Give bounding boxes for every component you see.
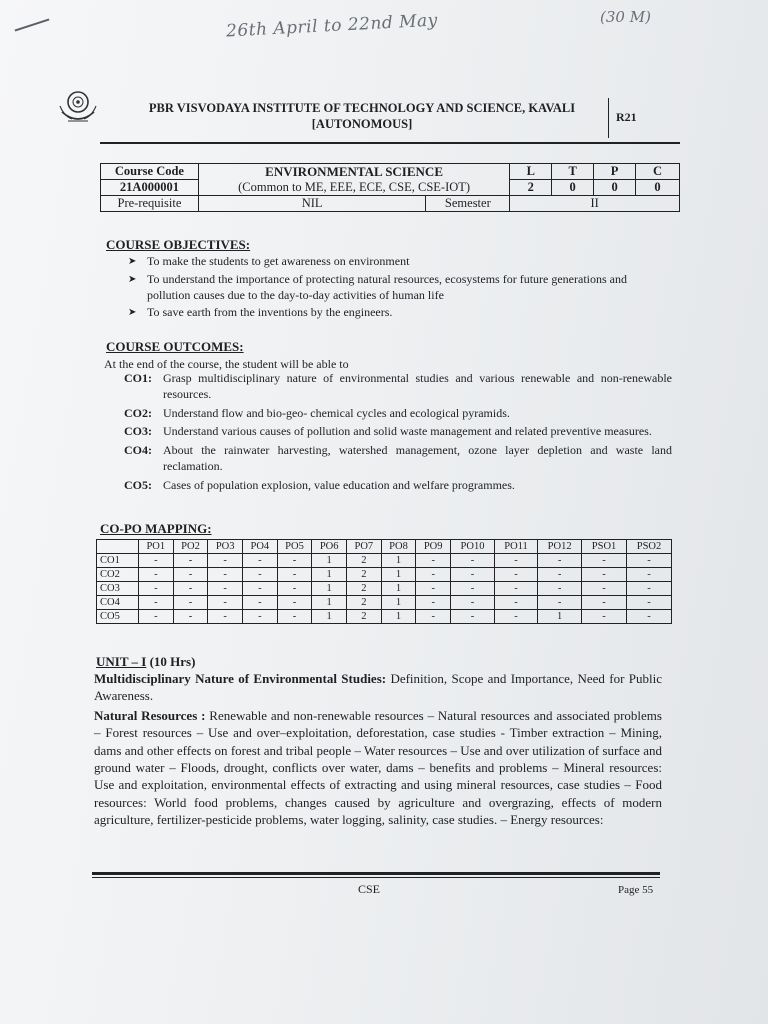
unit-title: UNIT – I: [96, 654, 147, 669]
row-label: CO3: [97, 582, 139, 596]
unit-hours: (10 Hrs): [146, 654, 196, 669]
table-cell: -: [277, 554, 312, 568]
table-cell: -: [582, 596, 627, 610]
table-cell: -: [208, 596, 243, 610]
table-cell: -: [494, 610, 537, 624]
ltpc-value-t: 0: [552, 180, 594, 196]
table-cell: -: [627, 568, 672, 582]
table-cell: -: [138, 554, 173, 568]
ltpc-value-l: 2: [510, 180, 552, 196]
unit-paragraph: [94, 670, 662, 705]
table-cell: -: [138, 596, 173, 610]
arrow-bullet-icon: ➤: [128, 306, 137, 318]
prerequisite-label: Pre-requisite: [101, 196, 199, 212]
column-header: PO12: [538, 540, 582, 554]
institute-status: [AUTONOMOUS]: [311, 117, 413, 131]
table-cell: -: [538, 596, 582, 610]
list-item: ➤ To understand the importance of protecting natural resources, ecosystems for future generations and pollution causes due to the day-to-day activities of human life: [128, 271, 627, 302]
outcomes-list: [124, 371, 672, 497]
table-cell: -: [243, 610, 278, 624]
ltpc-value-p: 0: [594, 180, 636, 196]
arrow-bullet-icon: ➤: [128, 256, 137, 267]
topic-heading: Multidisciplinary Nature of Environmental Studies:: [94, 671, 387, 686]
table-cell: -: [173, 554, 208, 568]
row-label: CO2: [97, 568, 139, 582]
table-cell: -: [208, 554, 243, 568]
column-header: PSO1: [582, 540, 627, 554]
table-cell: -: [582, 554, 627, 568]
table-cell: -: [451, 568, 495, 582]
outcomes-heading: COURSE OUTCOMES:: [106, 339, 244, 354]
table-cell: -: [451, 554, 495, 568]
table-row: [97, 554, 672, 568]
table-cell: -: [494, 582, 537, 596]
table-cell: -: [416, 610, 451, 624]
table-cell: 1: [312, 554, 347, 568]
table-cell: -: [416, 554, 451, 568]
table-row: [97, 568, 672, 582]
table-cell: -: [208, 582, 243, 596]
objectives-list: [128, 253, 673, 321]
table-cell: -: [208, 610, 243, 624]
table-cell: -: [173, 582, 208, 596]
course-title: ENVIRONMENTAL SCIENCE: [265, 164, 443, 179]
column-header: PO3: [208, 540, 243, 554]
column-header: PO2: [173, 540, 208, 554]
objectives-heading: COURSE OBJECTIVES:: [106, 237, 251, 252]
table-cell: -: [173, 610, 208, 624]
copo-mapping-table: [96, 539, 672, 624]
table-cell: 1: [312, 596, 347, 610]
table-cell: -: [208, 568, 243, 582]
semester-value: II: [510, 196, 680, 212]
table-cell: 1: [381, 596, 416, 610]
table-cell: 1: [381, 568, 416, 582]
topic-heading: Natural Resources :: [94, 707, 206, 723]
table-header-row: [97, 540, 672, 554]
list-item: CO5: Cases of population explosion, value education and welfare programmes.: [124, 477, 515, 492]
ltpc-header-c: C: [636, 164, 680, 180]
table-cell: 1: [538, 610, 582, 624]
outcomes-intro: At the end of the course, the student will be able to: [104, 357, 349, 371]
column-header: PO6: [312, 540, 347, 554]
column-header: PO9: [416, 540, 451, 554]
ltpc-header-p: P: [594, 164, 636, 180]
table-cell: -: [243, 568, 278, 582]
table-cell: -: [416, 582, 451, 596]
list-item: CO4: About the rainwater harvesting, watershed management, ozone layer depletion and waste land reclamation.: [124, 443, 672, 473]
table-cell: -: [416, 568, 451, 582]
table-cell: 2: [347, 554, 382, 568]
column-header: PO1: [138, 540, 173, 554]
table-cell: -: [582, 568, 627, 582]
table-cell: 1: [381, 582, 416, 596]
list-item: CO1: Grasp multidisciplinary nature of environmental studies and various renewable and non-renewable resources.: [124, 371, 672, 401]
column-header: PO5: [277, 540, 312, 554]
table-cell: -: [138, 568, 173, 582]
institute-title: [124, 100, 600, 132]
table-cell: 2: [347, 568, 382, 582]
course-subtitle: (Common to ME, EEE, ECE, CSE, CSE-IOT): [238, 180, 471, 194]
table-cell: 2: [347, 610, 382, 624]
course-code: 21A000001: [101, 180, 199, 196]
table-cell: 1: [381, 610, 416, 624]
table-row: [97, 610, 672, 624]
institute-logo-icon: [56, 86, 100, 126]
table-cell: -: [627, 554, 672, 568]
table-cell: -: [243, 582, 278, 596]
table-cell: 1: [381, 554, 416, 568]
prerequisite-value: NIL: [198, 196, 425, 212]
list-item: CO2: Understand flow and bio-geo- chemical cycles and ecological pyramids.: [124, 405, 510, 420]
table-cell: -: [173, 596, 208, 610]
table-cell: 1: [312, 568, 347, 582]
arrow-bullet-icon: ➤: [128, 273, 137, 285]
unit-heading: [96, 654, 195, 670]
table-cell: -: [494, 596, 537, 610]
column-header: PSO2: [627, 540, 672, 554]
table-cell: -: [538, 568, 582, 582]
pen-mark: [15, 18, 50, 31]
page-number: Page 55: [618, 884, 654, 896]
regulation-label: R21: [616, 110, 637, 124]
table-cell: -: [538, 554, 582, 568]
course-title-cell: [198, 164, 509, 196]
copo-heading: CO-PO MAPPING:: [100, 521, 212, 536]
table-cell: -: [582, 610, 627, 624]
footer-rule-thin: [92, 877, 660, 878]
regulation-divider: [608, 98, 609, 138]
table-cell: -: [627, 596, 672, 610]
table-cell: 2: [347, 582, 382, 596]
table-cell: -: [277, 582, 312, 596]
table-cell: -: [582, 582, 627, 596]
handwritten-marks: (30 M): [600, 8, 651, 26]
table-cell: -: [538, 582, 582, 596]
table-cell: -: [277, 610, 312, 624]
column-header: PO11: [494, 540, 537, 554]
table-cell: -: [494, 554, 537, 568]
list-item: ➤ To save earth from the inventions by the engineers.: [128, 304, 673, 322]
column-header: PO8: [381, 540, 416, 554]
footer-department: CSE: [358, 882, 381, 896]
semester-label: Semester: [426, 196, 510, 212]
table-cell: -: [243, 554, 278, 568]
handwritten-date-range: 26th April to 22nd May: [225, 10, 439, 42]
table-cell: 2: [347, 596, 382, 610]
ltpc-value-c: 0: [636, 180, 680, 196]
unit-paragraph: [94, 707, 662, 829]
table-cell: -: [243, 596, 278, 610]
ltpc-header-l: L: [510, 164, 552, 180]
table-cell: -: [451, 596, 495, 610]
table-cell: -: [138, 610, 173, 624]
topic-text: Definition, Scope and Importance, Need for Public Awareness.: [94, 671, 662, 704]
column-header: PO4: [243, 540, 278, 554]
table-cell: -: [277, 568, 312, 582]
table-cell: 1: [312, 582, 347, 596]
table-cell: 1: [312, 610, 347, 624]
column-header: PO7: [347, 540, 382, 554]
institute-name: PBR VISVODAYA INSTITUTE OF TECHNOLOGY AND SCIENCE, KAVALI: [148, 101, 576, 115]
list-item: ➤ To make the students to get awareness on environment: [128, 253, 673, 271]
table-row: [97, 582, 672, 596]
course-code-label: Course Code: [101, 164, 199, 180]
table-corner-cell: [97, 540, 139, 554]
table-cell: -: [627, 610, 672, 624]
table-cell: -: [416, 596, 451, 610]
header-rule: [100, 142, 680, 144]
ltpc-header-t: T: [552, 164, 594, 180]
table-cell: -: [627, 582, 672, 596]
row-label: CO5: [97, 610, 139, 624]
unit-body: [94, 670, 662, 831]
topic-text: Renewable and non-renewable resources – Natural resources and associated problems – Forest resources – Use and over–exploitation, deforestation, case studies - Timber extraction – Mining, dams and other effects on forest and tribal people – Water resources – Use and over utilization of surface and ground water – Floods, drought, conflicts over water, dams – benefits and problems – Mineral resources: Use and exploitation, environmental effects of extracting and using mineral resources, case studies – Food resources: World food problems, changes caused by agriculture and overgrazing, effects of modern agriculture, fertilizer-pesticide problems, water logging, salinity, case studies. – Energy resources:: [94, 707, 662, 828]
footer-rule: [92, 872, 660, 875]
row-label: CO1: [97, 554, 139, 568]
row-label: CO4: [97, 596, 139, 610]
table-cell: -: [494, 568, 537, 582]
column-header: PO10: [451, 540, 495, 554]
table-cell: -: [451, 610, 495, 624]
table-cell: -: [451, 582, 495, 596]
course-info-table: [100, 163, 680, 212]
table-row: [97, 596, 672, 610]
table-cell: -: [277, 596, 312, 610]
table-cell: -: [173, 568, 208, 582]
list-item: CO3: Understand various causes of pollution and solid waste management and related preventive measures.: [124, 424, 652, 439]
table-cell: -: [138, 582, 173, 596]
